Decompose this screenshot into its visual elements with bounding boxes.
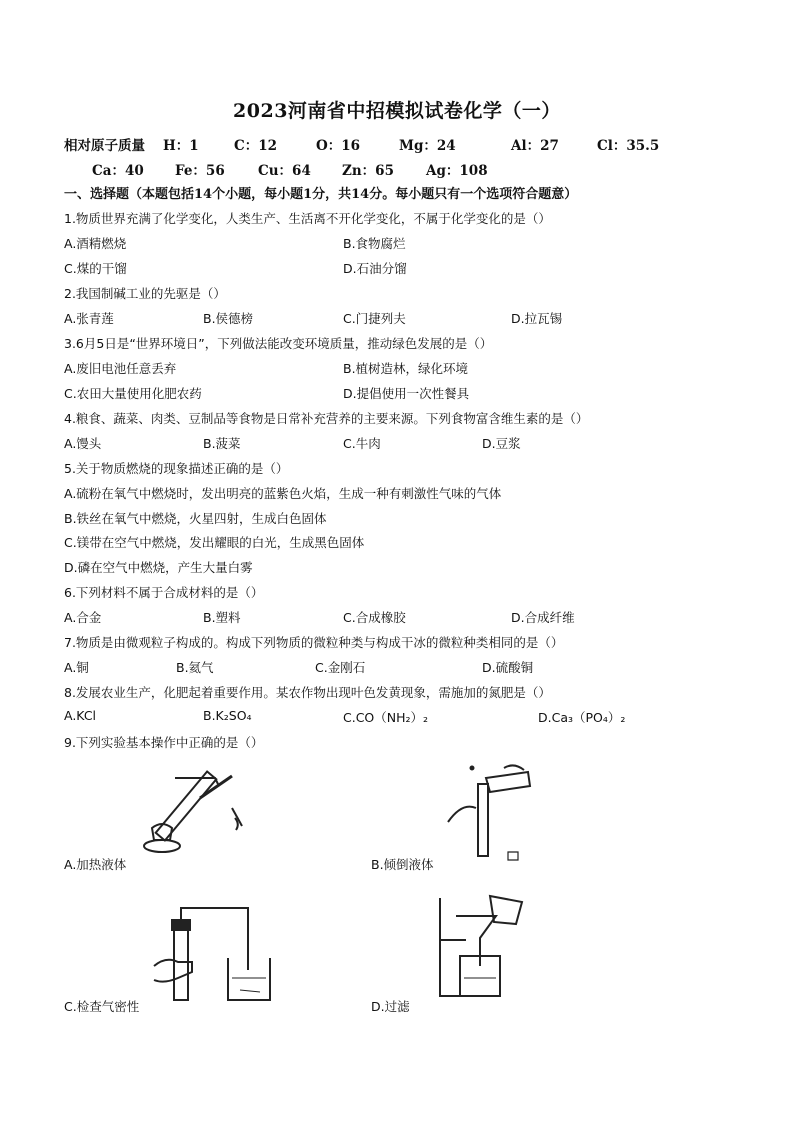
atomic-mass-zn: Zn：65: [342, 163, 394, 179]
section-heading: 一、选择题（本题包括14个小题，每小题1分，共14分。每小题只有一个选项符合题意）: [64, 187, 578, 202]
option-c: C.镁带在空气中燃烧，发出耀眼的白光，生成黑色固体: [64, 535, 365, 550]
option-d: D.合成纤维: [511, 610, 575, 625]
option-d: D.拉瓦锡: [511, 311, 563, 326]
option-b: B.铁丝在氧气中燃烧，火星四射，生成白色固体: [64, 511, 327, 526]
option-b: B.食物腐烂: [343, 236, 406, 251]
option-a: A.铜: [64, 660, 89, 675]
heating-liquid-figure: [140, 758, 260, 858]
option-a: A.馒头: [64, 436, 102, 451]
figure-label-d: D.过滤: [371, 999, 410, 1014]
atomic-mass-fe: Fe：56: [175, 163, 225, 179]
option-b: B.植树造林，绿化环境: [343, 361, 469, 376]
atomic-mass-h: H：1: [163, 138, 199, 154]
question-stem: 2.我国制碱工业的先驱是（）: [64, 286, 226, 301]
figure-label-c: C.检查气密性: [64, 999, 140, 1014]
airtightness-check-figure: [148, 900, 278, 1005]
option-c: C.煤的干馏: [64, 261, 127, 276]
atomic-mass-cl: Cl：35.5: [597, 138, 660, 154]
question-stem: 7.物质是由微观粒子构成的。构成下列物质的微粒种类与构成干冰的微粒种类相同的是（）: [64, 635, 564, 650]
option-a: A.硫粉在氧气中燃烧时，发出明亮的蓝紫色火焰，生成一种有刺激性气味的气体: [64, 486, 502, 501]
atomic-mass-c: C：12: [234, 138, 278, 154]
question-stem: 4.粮食、蔬菜、肉类、豆制品等食物是日常补充营养的主要来源。下列食物富含维生素的是（）: [64, 411, 589, 426]
filtration-figure: [430, 892, 540, 1002]
question-stem: 3.6月5日是“世界环境日”，下列做法能改变环境质量，推动绿色发展的是（）: [64, 336, 493, 351]
atomic-mass-o: O：16: [316, 138, 361, 154]
option-b: B.菠菜: [203, 436, 241, 451]
exam-title: 2023河南省中招模拟试卷化学（一）: [233, 100, 561, 122]
option-b: B.塑料: [203, 610, 241, 625]
option-d: D.硫酸铜: [482, 660, 534, 675]
option-a: A.合金: [64, 610, 102, 625]
option-d: D.石油分馏: [343, 261, 407, 276]
atomic-mass-ag: Ag：108: [426, 163, 488, 179]
option-c: C.农田大量使用化肥农药: [64, 386, 202, 401]
atomic-mass-al: Al：27: [511, 138, 559, 154]
question-stem: 8.发展农业生产，化肥起着重要作用。某农作物出现叶色发黄现象，需施加的氮肥是（）: [64, 685, 551, 700]
option-b: B.氦气: [176, 660, 214, 675]
option-d: D.磷在空气中燃烧，产生大量白雾: [64, 560, 253, 575]
option-d: D.豆浆: [482, 436, 521, 451]
figure-label-b: B.倾倒液体: [371, 857, 434, 872]
option-a: A.张青莲: [64, 311, 114, 326]
atomic-mass-label: 相对原子质量: [64, 138, 145, 154]
option-a: A.KCl: [64, 708, 97, 723]
option-c: C.合成橡胶: [343, 610, 406, 625]
pouring-liquid-figure: [438, 762, 548, 862]
option-c: C.CO（NH₂）₂: [343, 710, 429, 725]
option-c: C.金刚石: [315, 660, 366, 675]
question-stem: 5.关于物质燃烧的现象描述正确的是（）: [64, 461, 289, 476]
question-stem: 9.下列实验基本操作中正确的是（）: [64, 735, 264, 750]
option-d: D.Ca₃（PO₄）₂: [538, 710, 626, 725]
atomic-mass-mg: Mg：24: [399, 138, 456, 154]
figure-label-a: A.加热液体: [64, 857, 127, 872]
option-d: D.提倡使用一次性餐具: [343, 386, 470, 401]
atomic-mass-cu: Cu：64: [258, 163, 311, 179]
option-c: C.门捷列夫: [343, 311, 406, 326]
question-stem: 6.下列材料不属于合成材料的是（）: [64, 585, 264, 600]
option-b: B.K₂SO₄: [203, 708, 252, 723]
option-a: A.废旧电池任意丢弃: [64, 361, 177, 376]
option-c: C.牛肉: [343, 436, 381, 451]
option-b: B.侯德榜: [203, 311, 254, 326]
question-stem: 1.物质世界充满了化学变化，人类生产、生活离不开化学变化，不属于化学变化的是（）: [64, 211, 551, 226]
atomic-mass-ca: Ca：40: [92, 163, 144, 179]
option-a: A.酒精燃烧: [64, 236, 127, 251]
